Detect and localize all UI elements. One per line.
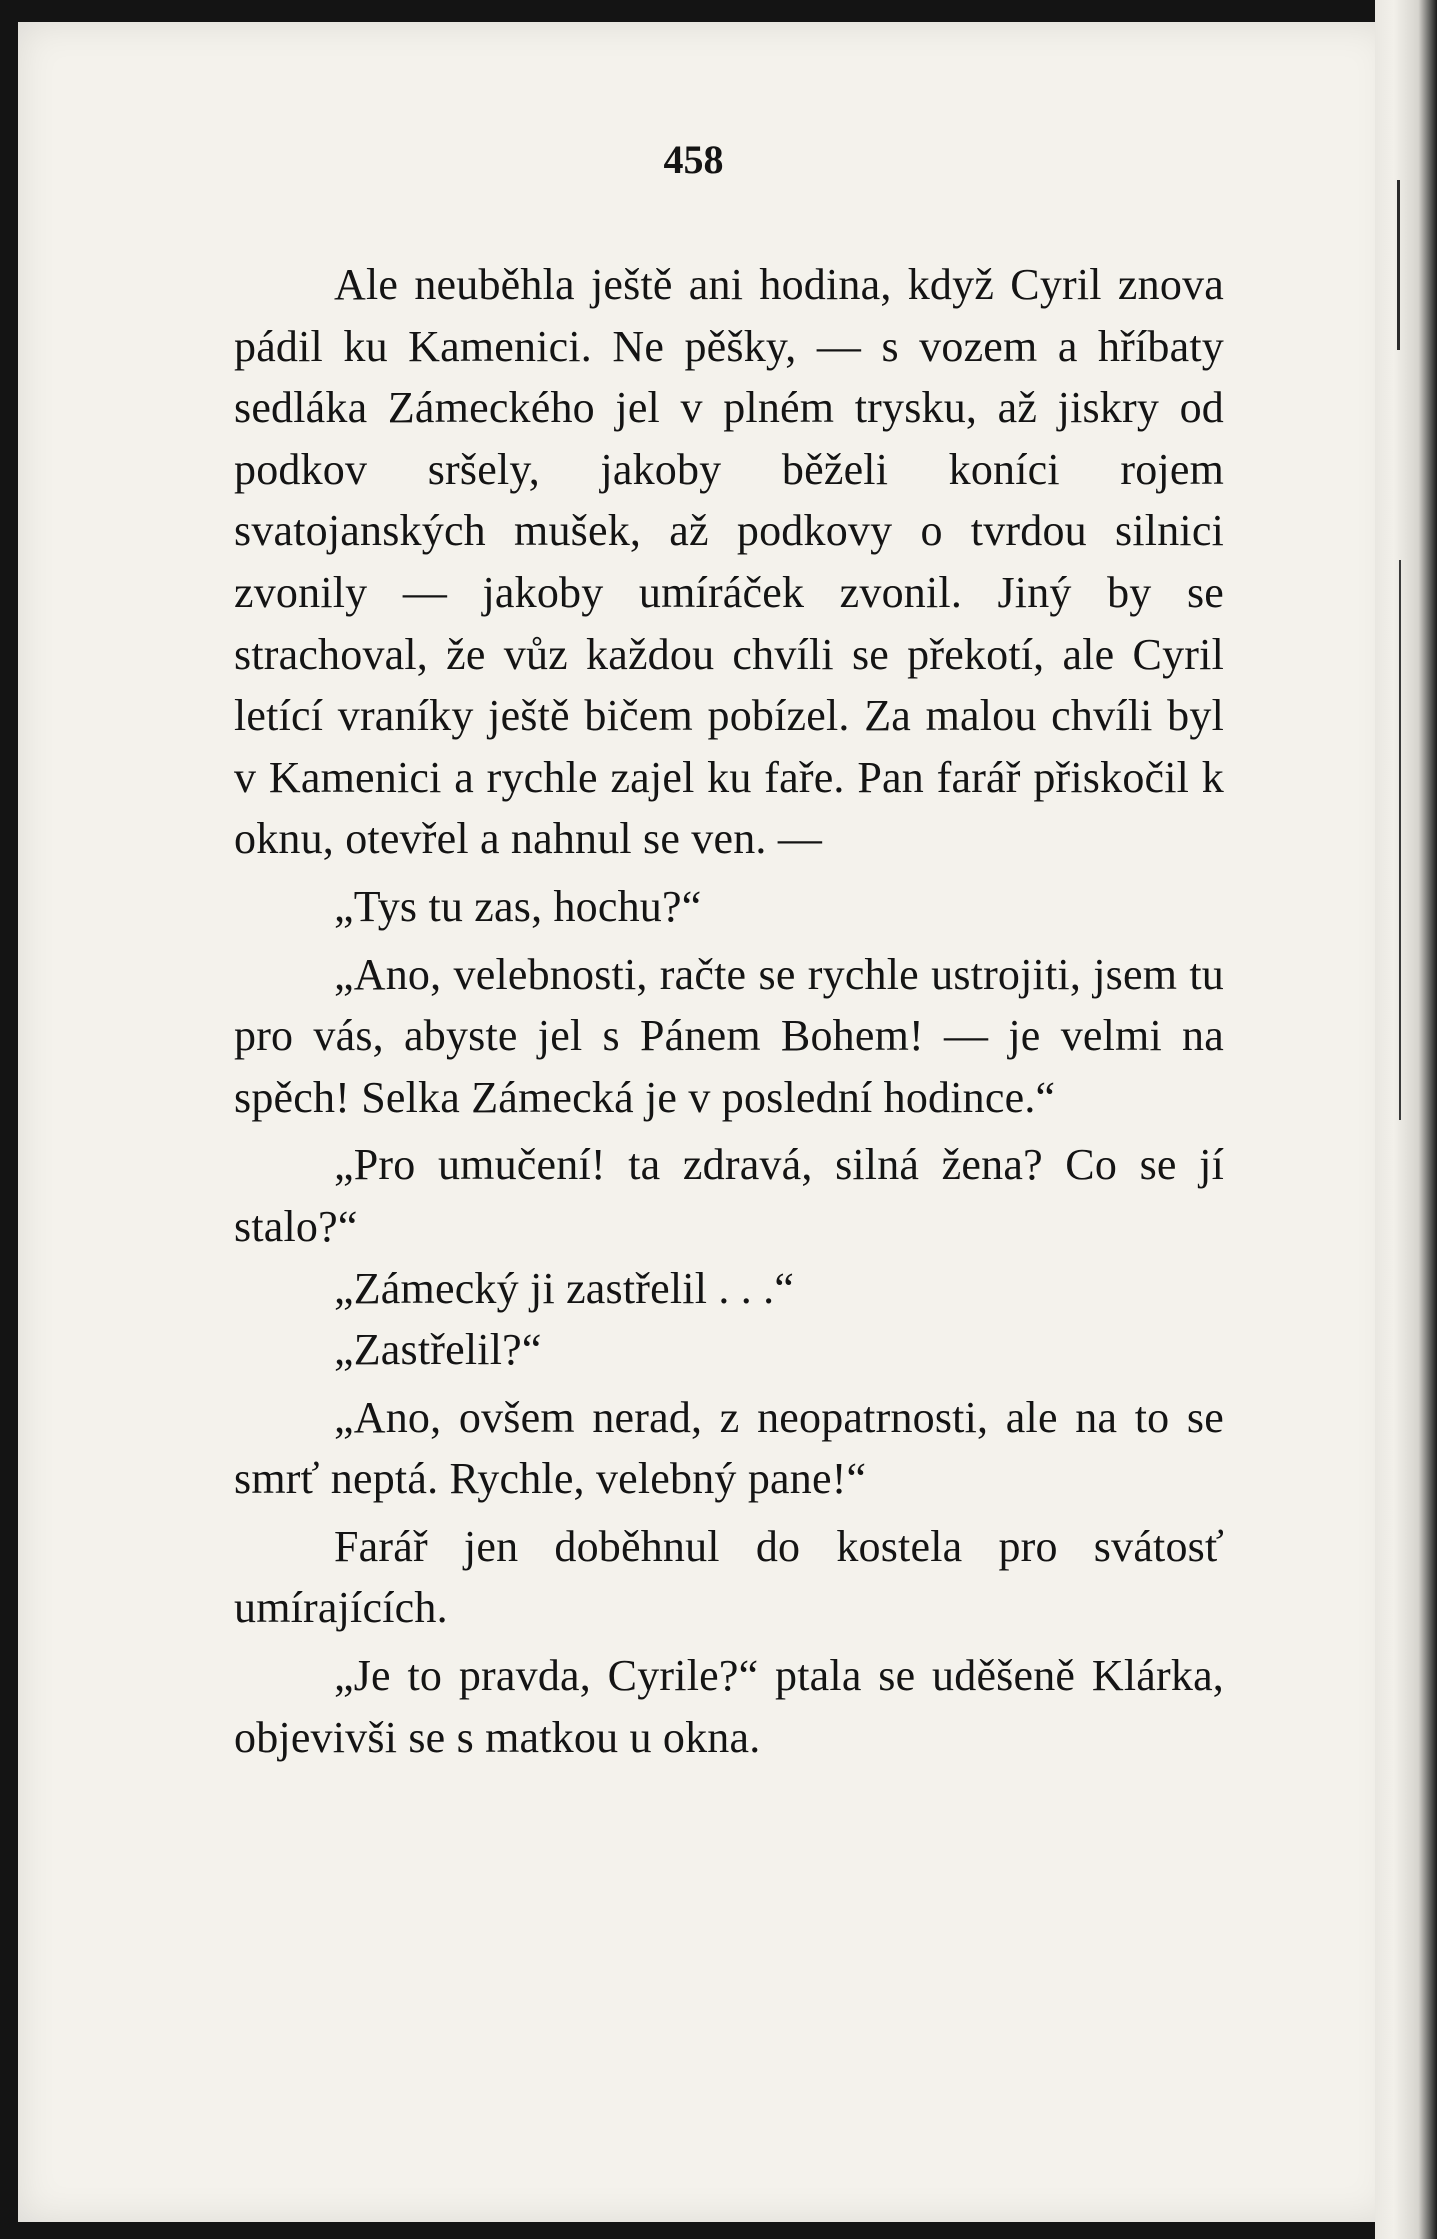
paragraph-6: „Zastřelil?“	[334, 1325, 542, 1375]
paragraph-3: „Ano, velebnosti, račte se rychle ustrojiti, jsem tu pro vás, abyste jel s Pánem Bohem! — je velmi na spěch! Selka Zámecká je v poslední hodince.“	[234, 949, 1224, 1122]
paragraph-5: „Zámecký ji zastřelil . . .“	[334, 1263, 795, 1313]
edge-mark	[1399, 560, 1401, 1120]
paragraph-1: Ale neuběhla ještě ani hodina, když Cyril znova pádil ku Kamenici. Ne pěšky, — s vozem a hříbaty sedláka Zámeckého jel v plném trysku, až jiskry od podkov sršely, jakoby běželi koníci rojem svatojanských mušek, až podkovy o tvrdou silnici zvonily — jakoby umíráček zvonil. Jiný by se strachoval, že vůz každou chvíli se překotí, ale Cyril letící vraníky ještě bičem pobízel. Za malou chvíli byl v Kamenici a rychle zajel ku faře. Pan farář přiskočil k oknu, otevřel a nahnul se ven. —	[234, 260, 1224, 864]
edge-mark	[1397, 180, 1400, 350]
book-spine-edge	[1375, 0, 1437, 2239]
body-text	[234, 254, 1224, 1768]
paragraph-4: „Pro umučení! ta zdravá, silná žena? Co se jí stalo?“	[234, 1140, 1224, 1251]
paragraph-9: „Je to pravda, Cyrile?“ ptala se uděšeně Klárka, objevivši se s matkou u okna.	[234, 1651, 1224, 1762]
paragraph-7: „Ano, ovšem nerad, z neopatrnosti, ale na to se smrť neptá. Rychle, velebný pane!“	[234, 1392, 1224, 1504]
paragraph-8: Farář jen doběhnul do kostela pro svátosť umírajících.	[234, 1521, 1224, 1633]
paragraph-2: „Tys tu zas, hochu?“	[334, 881, 702, 931]
page-number: 458	[663, 137, 724, 182]
